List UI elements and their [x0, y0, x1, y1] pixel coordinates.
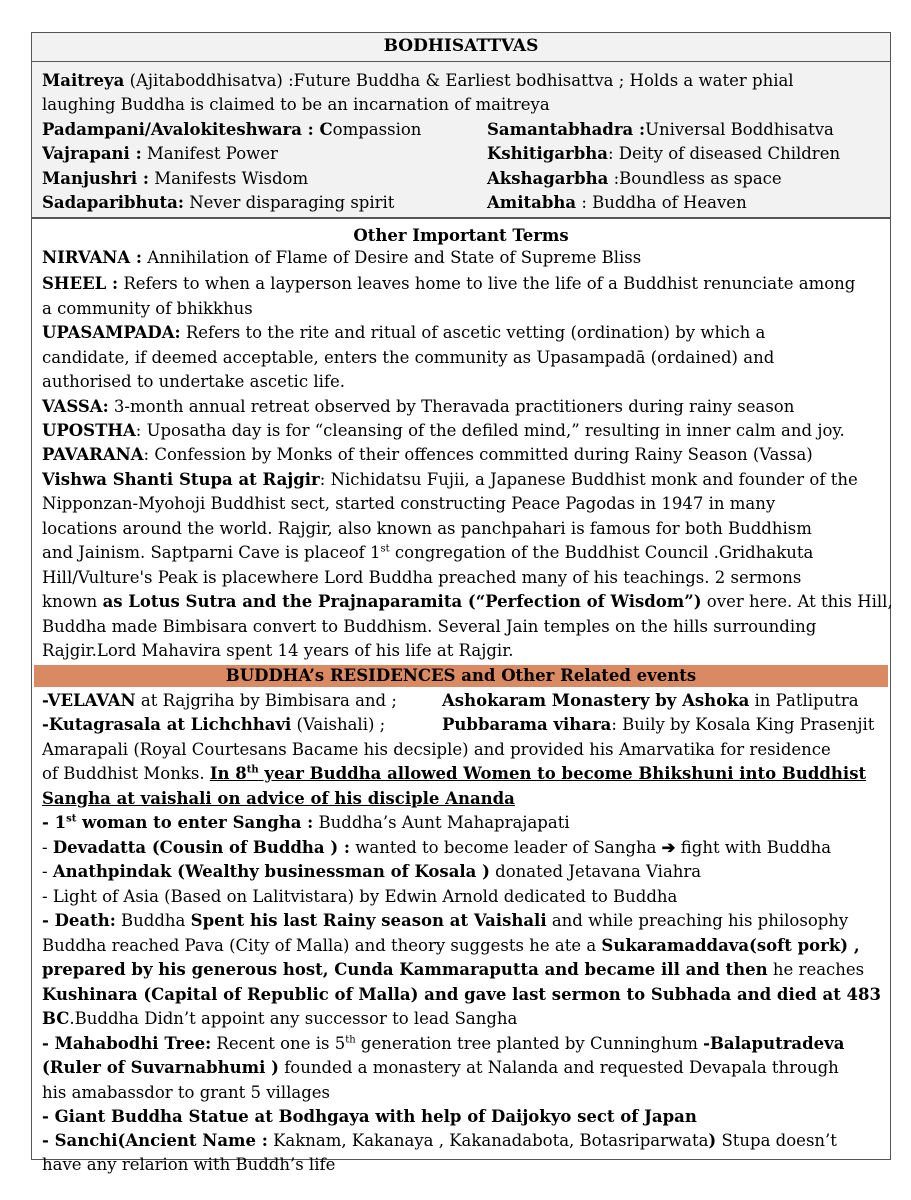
- term-nirvana: NIRVANA : Annihilation of Flame of Desire and State of Supreme Bliss: [42, 248, 642, 267]
- term-stupa-5: Hill/Vulture's Peak is placewhere Lord Buddha preached many of his teachings. 2 sermons: [42, 568, 802, 587]
- event-mahabodhi-1: - Mahabodhi Tree: Recent one is 5th generation tree planted by Cunninghum -Balaputradeva: [42, 1034, 845, 1053]
- bodhisattva-right-2: Kshitigarbha: Deity of diseased Children: [487, 144, 841, 163]
- arrow-right-icon: ➔: [661, 838, 676, 857]
- event-mahabodhi-3: his amabassdor to grant 5 villages: [42, 1083, 331, 1102]
- bodhisattva-right-1: Samantabhadra :Universal Boddhisatva: [487, 120, 834, 139]
- bodhisattva-left-4: Sadaparibhuta: Never disparaging spirit: [42, 193, 395, 212]
- event-light-of-asia: - Light of Asia (Based on Lalitvistara) by Edwin Arnold dedicated to Buddha: [42, 887, 678, 906]
- residence-line-5: Sangha at vaishali on advice of his disciple Ananda: [42, 789, 515, 808]
- event-death-2: Buddha reached Pava (City of Malla) and theory suggests he ate a Sukaramaddava(soft pork) ,: [42, 936, 860, 955]
- term-stupa-4: and Jainism. Saptparni Cave is placeof 1st congregation of the Buddhist Council .Gridhakuta: [42, 543, 814, 562]
- event-death-3: prepared by his generous host, Cunda Kammaraputta and became ill and then he reaches: [42, 960, 865, 979]
- event-giant-buddha: - Giant Buddha Statue at Bodhgaya with help of Daijokyo sect of Japan: [42, 1107, 697, 1126]
- bodhisattva-left-3: Manjushri : Manifests Wisdom: [42, 169, 309, 188]
- term-sheel: SHEEL : Refers to when a layperson leaves home to live the life of a Buddhist renunciate among: [42, 274, 856, 293]
- bodhisattvas-heading: BODHISATTVAS: [32, 33, 890, 62]
- term-upasampada: UPASAMPADA: Refers to the rite and ritual of ascetic vetting (ordination) by which a: [42, 323, 766, 342]
- event-devadatta: - Devadatta (Cousin of Buddha ) : wanted to become leader of Sangha ➔ fight with Buddha: [42, 838, 832, 857]
- event-death-1: - Death: Buddha Spent his last Rainy season at Vaishali and while preaching his philosophy: [42, 911, 849, 930]
- event-sanchi-1: - Sanchi(Ancient Name : Kaknam, Kakanaya , Kakanadabota, Botasriparwata) Stupa doesn’t: [42, 1131, 837, 1150]
- bodhisattva-right-4: Amitabha : Buddha of Heaven: [487, 193, 747, 212]
- residence-line-1: -VELAVAN at Rajgriha by Bimbisara and ;: [42, 691, 397, 710]
- term-pavarana: PAVARANA: Confession by Monks of their offences committed during Rainy Season (Vassa): [42, 445, 813, 464]
- terms-heading: Other Important Terms: [353, 226, 569, 245]
- term-upasampada-3: authorised to undertake ascetic life.: [42, 372, 345, 391]
- term-sheel-2: a community of bhikkhus: [42, 299, 253, 318]
- terms-section: [31, 218, 893, 1174]
- term-upasampada-2: candidate, if deemed acceptable, enters the community as Upasampadā (ordained) and: [42, 348, 775, 367]
- event-death-4: Kushinara (Capital of Republic of Malla) and gave last sermon to Subhada and died at 483: [42, 985, 882, 1004]
- bodhisattva-left-1: Padampani/Avalokiteshwara : Compassion: [42, 120, 422, 139]
- event-death-5: BC.Buddha Didn’t appoint any successor to lead Sangha: [42, 1009, 518, 1028]
- term-stupa-3: locations around the world. Rajgir, also known as panchpahari is famous for both Buddhism: [42, 519, 812, 538]
- event-first-woman: - 1st woman to enter Sangha : Buddha’s Aunt Mahaprajapati: [42, 813, 570, 832]
- residence-line-3: Amarapali (Royal Courtesans Bacame his decsiple) and provided his Amarvatika for residence: [42, 740, 831, 759]
- term-vassa: VASSA: 3-month annual retreat observed by Theravada practitioners during rainy season: [42, 397, 795, 416]
- maitreya-line: Maitreya (Ajitaboddhisatva) :Future Buddha & Earliest bodhisattva ; Holds a water phial: [42, 71, 794, 90]
- residences-heading: BUDDHA’s RESIDENCES and Other Related events: [34, 665, 888, 687]
- term-stupa-6: known as Lotus Sutra and the Prajnaparamita (“Perfection of Wisdom”) over here. At this Hill,: [42, 592, 893, 611]
- term-stupa-2: Nipponzan-Myohoji Buddhist sect, started constructing Peace Pagodas in 1947 in many: [42, 494, 776, 513]
- event-sanchi-2: have any relarion with Buddh’s life: [42, 1155, 336, 1174]
- residence-line-1-right: Ashokaram Monastery by Ashoka in Patliputra: [442, 691, 859, 710]
- term-stupa: Vishwa Shanti Stupa at Rajgir: Nichidatsu Fujii, a Japanese Buddhist monk and founder of the: [42, 470, 858, 489]
- event-mahabodhi-2: (Ruler of Suvarnabhumi ) founded a monastery at Nalanda and requested Devapala through: [42, 1058, 839, 1077]
- term-stupa-7: Buddha made Bimbisara convert to Buddhism. Several Jain temples on the hills surrounding: [42, 617, 817, 636]
- bodhisattva-right-3: Akshagarbha :Boundless as space: [487, 169, 782, 188]
- bodhisattvas-section: [31, 32, 891, 218]
- maitreya-line-2: laughing Buddha is claimed to be an incarnation of maitreya: [42, 95, 550, 114]
- residence-line-4: of Buddhist Monks. In 8th year Buddha allowed Women to become Bhikshuni into Buddhist: [42, 764, 867, 783]
- term-stupa-8: Rajgir.Lord Mahavira spent 14 years of his life at Rajgir.: [42, 641, 514, 660]
- event-anathpindak: - Anathpindak (Wealthy businessman of Kosala ) donated Jetavana Viahra: [42, 862, 702, 881]
- residence-line-2-right: Pubbarama vihara: Buily by Kosala King Prasenjit: [442, 715, 875, 734]
- residence-line-2: -Kutagrasala at Lichchhavi (Vaishali) ;: [42, 715, 386, 734]
- bodhisattva-left-2: Vajrapani : Manifest Power: [42, 144, 278, 163]
- term-upostha: UPOSTHA: Uposatha day is for “cleansing of the defiled mind,” resulting in inner calm and joy.: [42, 421, 845, 440]
